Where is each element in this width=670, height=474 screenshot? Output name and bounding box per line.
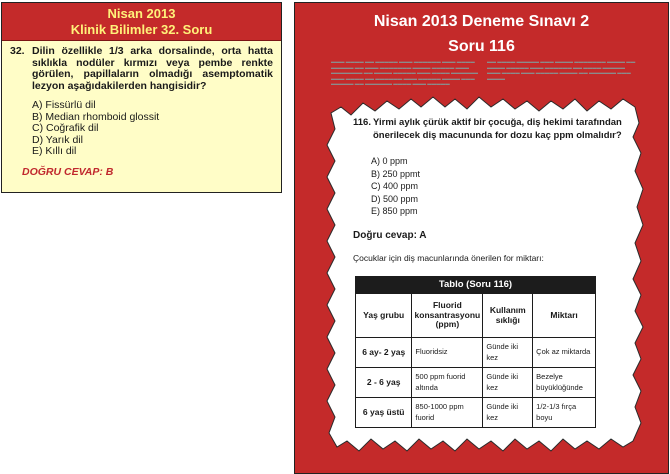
left-question-card	[1, 2, 282, 193]
cell-frequency: Günde iki kez	[483, 368, 533, 398]
table-intro-note: Çocuklar için diş macunlarında önerilen for miktarı:	[353, 253, 544, 263]
header-fluoride-concentration: Fluorid konsantrasyonu (ppm)	[412, 294, 483, 338]
left-correct-answer: DOĞRU CEVAP: B	[22, 165, 114, 178]
left-option-a: A) Fissürlü dil	[32, 99, 96, 111]
background-page-text-2: ▬▬ ▬▬▬▬ ▬▬▬▬▬ ▬▬▬ ▬▬▬▬ ▬▬▬▬▬▬▬ ▬▬▬▬ ▬▬ ▬▬▬▬ ▬▬▬▬▬ ▬▬▬ ▬▬▬▬▬▬ ▬▬ ▬▬▬▬ ▬▬▬▬▬ ▬▬▬ ▬▬▬▬ ▬▬▬ ▬▬▬▬▬ ▬▬▬▬ ▬▬ ▬▬▬▬▬▬ ▬▬▬ ▬▬▬▬	[487, 59, 636, 81]
background-page-text: ▬▬▬ ▬▬▬▬ ▬▬ ▬▬▬▬▬ ▬▬▬ ▬▬▬▬▬▬ ▬▬▬ ▬▬▬▬ ▬▬▬▬▬ ▬▬ ▬▬▬ ▬▬▬▬▬▬▬ ▬▬▬▬ ▬▬▬▬▬ ▬▬▬ ▬▬▬▬▬▬▬ ▬▬ ▬▬▬▬ ▬▬▬▬▬ ▬▬▬ ▬▬▬▬ ▬▬▬▬▬▬ ▬▬▬ ▬▬▬▬ ▬▬ ▬▬▬▬▬▬ ▬▬▬ ▬▬▬▬▬ ▬▬▬▬ ▬▬▬ ▬▬▬▬▬ ▬▬ ▬▬▬▬▬▬ ▬▬▬▬ ▬▬▬ ▬▬▬▬▬	[331, 59, 479, 87]
right-question-number: 116.	[353, 117, 371, 128]
right-title-line1: Nisan 2013 Deneme Sınavı 2	[373, 13, 590, 30]
right-question-text: Yirmi aylık çürük aktif bir çocuğa, diş hekimi tarafından önerilecek diş macununda for dozu kaç ppm olmalıdır?	[373, 117, 622, 141]
right-question	[353, 117, 641, 142]
right-option-b: B) 250 ppmt	[371, 168, 421, 179]
fluoride-table	[355, 276, 596, 428]
left-header-line1: Nisan 2013	[107, 5, 176, 21]
header-usage-frequency: Kullanım sıklığı	[483, 294, 533, 338]
left-card-header	[2, 3, 281, 41]
right-title-line2: Soru 116	[448, 38, 515, 55]
right-options-list	[371, 155, 420, 218]
right-option-c: C) 400 ppm	[371, 181, 419, 192]
left-question-text: Dilin özellikle 1/3 arka dorsalinde, orta hatta sıklıkla nodüler kırmızı veya pembe renkte görülen, papillaların olmadığı asemptomatik lezyon aşağıdakilerden hangisidir?	[32, 45, 273, 92]
cell-concentration: 500 ppm fuorid altında	[412, 368, 483, 398]
cell-concentration: 850-1000 ppm fuorid	[412, 398, 483, 428]
header-age-group: Yaş grubu	[356, 294, 412, 338]
table-row	[356, 338, 596, 368]
table-row	[356, 398, 596, 428]
left-options-list	[32, 100, 273, 158]
cell-age: 6 ay- 2 yaş	[356, 338, 412, 368]
left-option-e: E) Kıllı dil	[32, 145, 77, 157]
left-option-d: D) Yarık dil	[32, 133, 83, 146]
left-option-b: B) Median rhomboid glossit	[32, 110, 160, 123]
cell-amount: Bezelye büyüklüğünde	[533, 368, 596, 398]
left-question	[10, 46, 273, 92]
left-question-number: 32.	[10, 45, 25, 57]
header-amount: Miktarı	[533, 294, 596, 338]
right-correct-answer: Doğru cevap: A	[353, 230, 427, 241]
cell-amount: 1/2-1/3 fırça boyu	[533, 398, 596, 428]
cell-frequency: Günde iki kez	[483, 398, 533, 428]
right-question-frame	[294, 2, 669, 474]
left-option-c: C) Coğrafik dil	[32, 122, 99, 134]
table-row	[356, 368, 596, 398]
right-option-a: A) 0 ppm	[371, 156, 408, 166]
cell-frequency: Günde iki kez	[483, 338, 533, 368]
cell-age: 6 yaş üstü	[356, 398, 412, 428]
table-header-row	[356, 294, 596, 338]
cell-age: 2 - 6 yaş	[356, 368, 412, 398]
right-option-e: E) 850 ppm	[371, 206, 418, 217]
left-card-body	[2, 41, 281, 178]
right-option-d: D) 500 ppm	[371, 193, 419, 204]
cell-amount: Çok az miktarda	[533, 338, 596, 368]
cell-concentration: Fluoridsiz	[412, 338, 483, 368]
left-header-line2: Klinik Bilimler 32. Soru	[70, 21, 213, 37]
table-caption: Tablo (Soru 116)	[355, 276, 596, 293]
